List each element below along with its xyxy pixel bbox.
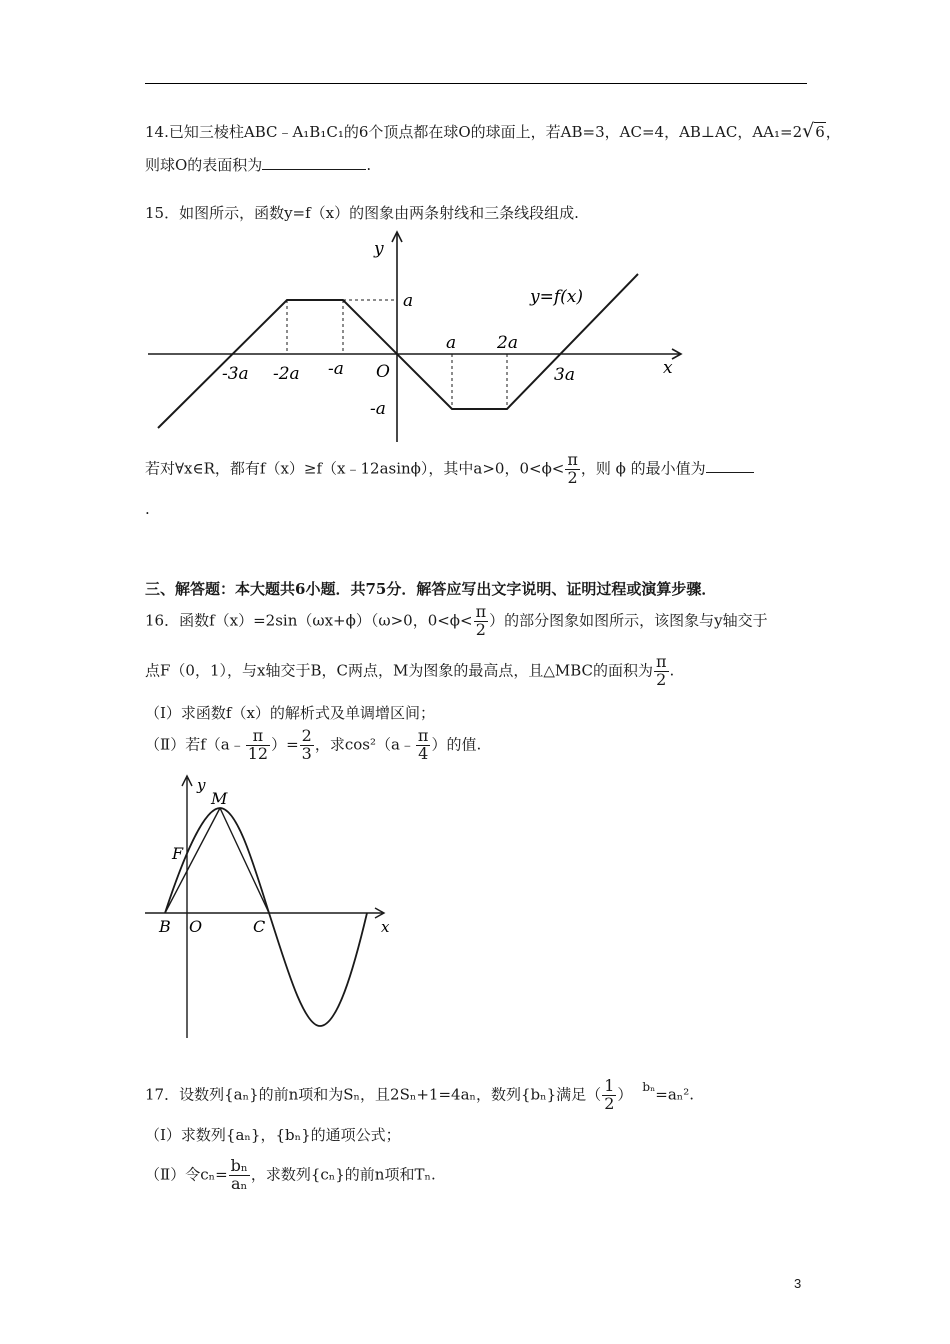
q15-y-tick-neg-a: -a (370, 399, 386, 419)
q15-tick-a: a (446, 333, 457, 353)
frac-num: π (475, 602, 487, 621)
q16-label-C: C (253, 917, 266, 936)
pi-over-2-fraction (474, 604, 489, 639)
q17-line1 (145, 1078, 694, 1113)
q17-text-a: 17．设数列{aₙ}的前n项和为Sₙ，且2Sₙ+1=4aₙ，数列{bₙ}满足（ (145, 1085, 602, 1104)
frac-num: bₙ (230, 1156, 248, 1175)
q15-graph (140, 228, 690, 450)
q17-text-d: =aₙ². (655, 1085, 695, 1104)
sqrt-symbol: √ (802, 120, 815, 142)
frac-den: 2 (567, 467, 578, 487)
frac-num: 2 (301, 726, 312, 745)
pi-over-2-fraction (565, 452, 580, 487)
q17-part1: （Ⅰ）求数列{aₙ}，{bₙ}的通项公式； (145, 1126, 401, 1144)
frac-den: 12 (247, 743, 269, 763)
q16-label-M: M (211, 789, 228, 808)
q16-text-b: ）的部分图象如图所示，该图象与y轴交于 (489, 611, 768, 630)
q14-period: . (366, 156, 372, 174)
q17-text-b: ） (617, 1085, 633, 1104)
frac-den: 2 (475, 619, 486, 639)
q16-part2-c: ，求cos²（a﹣ (314, 735, 415, 754)
q15-y-tick-a: a (403, 291, 414, 311)
one-half-fraction (602, 1078, 616, 1113)
q16-part1: （Ⅰ）求函数f（x）的解析式及单调增区间； (145, 704, 435, 722)
frac-den: 2 (656, 669, 667, 689)
q17-exponent: bₙ (642, 1080, 656, 1095)
q16-graph (145, 772, 405, 1042)
q15-y-label: y (374, 239, 384, 259)
q15-tick-neg3a: -3a (222, 364, 249, 384)
q15-tick-2a: 2a (497, 333, 518, 353)
answer-blank (262, 169, 366, 170)
q14-question: 则球O的表面积为 (145, 156, 263, 174)
q16-part2-d: ）的值. (431, 735, 482, 754)
q15-origin-label: O (376, 362, 390, 382)
q15-condition (145, 452, 754, 487)
q14-line1 (145, 120, 841, 142)
q15-func-label: y=f(x) (530, 287, 583, 307)
q16-part2 (145, 728, 481, 763)
q17-part2 (145, 1158, 436, 1193)
q16-line-MC (220, 808, 269, 913)
frac-den: aₙ (231, 1173, 248, 1193)
q17-part2-a: （Ⅱ）令cₙ= (145, 1165, 228, 1184)
page-number: 3 (794, 1276, 802, 1291)
q16-label-B: B (159, 917, 171, 936)
section-heading: 三、解答题：本大题共6小题．共75分．解答应写出文字说明、证明过程或演算步骤． (145, 580, 717, 598)
q16-period: . (669, 661, 675, 680)
frac-den: 2 (604, 1093, 615, 1113)
q15-x-label: x (663, 358, 673, 378)
q15-tick-3a: 3a (554, 365, 575, 385)
frac-num: 1 (604, 1076, 615, 1095)
q16-y-label: y (197, 776, 206, 794)
q16-text-a: 16．函数f（x）=2sin（ωx+ϕ）（ω>0，0<ϕ< (145, 611, 473, 630)
q15-cond-tail: ，则 ϕ 的最小值为 (580, 459, 706, 478)
q16-label-O: O (189, 917, 203, 936)
q15-end: . (145, 500, 150, 518)
q16-label-F: F (172, 844, 184, 863)
q14-line2 (145, 154, 371, 175)
q16-line1 (145, 604, 768, 639)
q16-x-label: x (381, 918, 390, 936)
frac-den: 3 (301, 743, 312, 763)
bn-over-an-fraction (229, 1158, 250, 1193)
header-rule (145, 83, 807, 84)
pi-over-12-fraction (246, 728, 270, 763)
q16-part2-a: （Ⅱ）若f（a﹣ (145, 735, 245, 754)
q17-part2-b: ，求数列{cₙ}的前n项和Tₙ. (250, 1165, 436, 1184)
q15-tick-neg2a: -2a (273, 364, 300, 384)
q16-text-c: 点F（0，1），与x轴交于B，C两点，M为图象的最高点，且△MBC的面积为 (145, 661, 653, 680)
q14-text: 14.已知三棱柱ABC﹣A₁B₁C₁的6个顶点都在球O的球面上，若AB=3，AC=4，AB⊥AC，AA₁=2 (145, 123, 803, 141)
two-thirds-fraction (300, 728, 314, 763)
sqrt-argument: 6 (815, 123, 825, 141)
frac-den: 4 (418, 743, 429, 763)
q14-comma: ， (825, 123, 841, 141)
pi-over-4-fraction (416, 728, 431, 763)
q15-cond-text: 若对∀x∈R，都有f（x）≥f（x﹣12asinϕ），其中a>0，0<ϕ< (145, 459, 565, 478)
q15-intro: 15．如图所示，函数y=f（x）的图象由两条射线和三条线段组成. (145, 204, 579, 222)
pi-over-2-fraction (654, 654, 669, 689)
q16-line2 (145, 654, 674, 689)
frac-num: π (567, 450, 578, 469)
frac-num: π (417, 726, 429, 745)
frac-num: π (656, 652, 667, 671)
frac-num: π (246, 728, 270, 746)
answer-blank (706, 472, 754, 473)
q16-part2-b: ）= (271, 735, 299, 754)
q15-tick-nega: -a (328, 359, 344, 379)
